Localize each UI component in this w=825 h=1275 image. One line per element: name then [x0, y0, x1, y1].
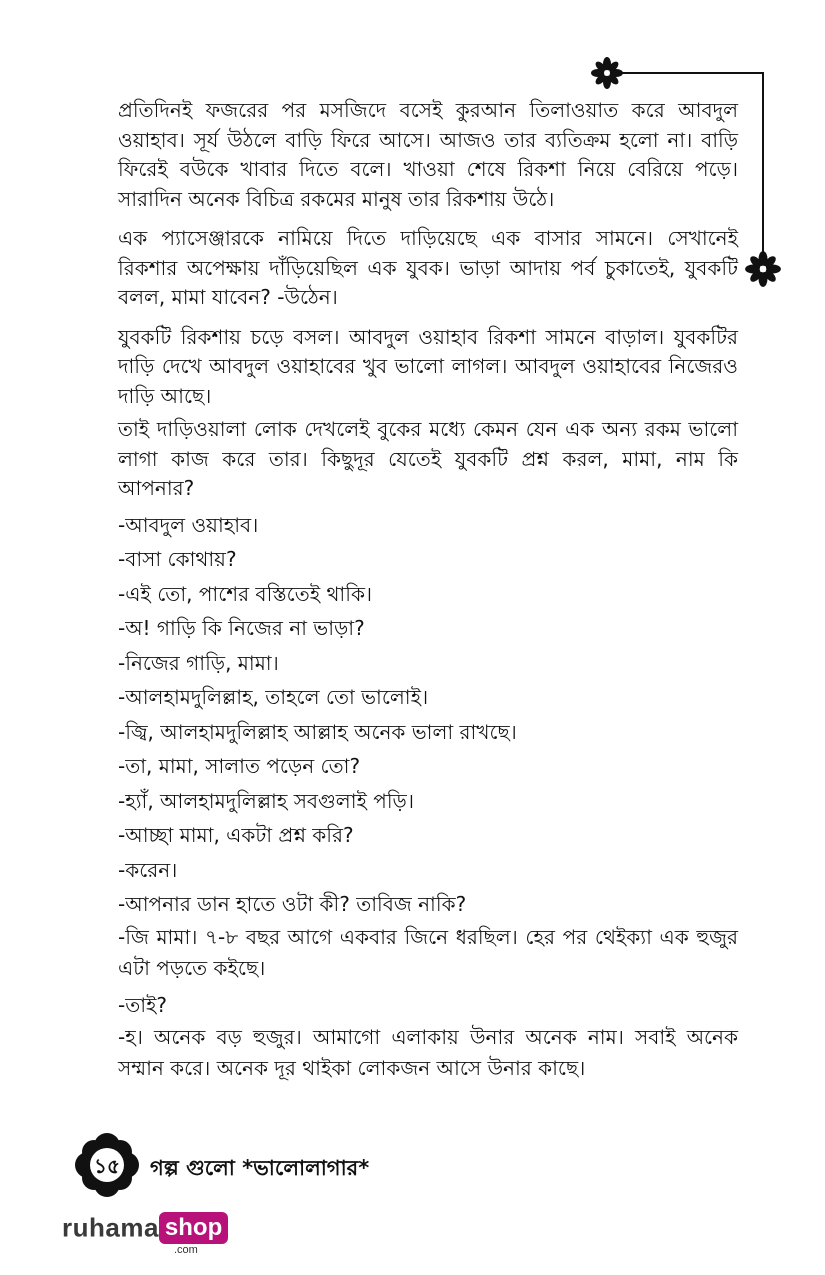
dialogue-line: -নিজের গাড়ি, মামা।	[118, 650, 279, 675]
paragraph: যুবকটি রিকশায় চড়ে বসল। আবদুল ওয়াহাব রিকশা সামনে বাড়াল। যুবকটির দাড়ি দেখে আবদুল ওয়াহাবের খুব ভালো লাগল। আবদুল ওয়াহাবের নিজেরও দাড়ি আছে।	[118, 324, 738, 408]
dialogue-line: -আবদুল ওয়াহাব।	[118, 512, 259, 537]
dialogue-line: -করেন।	[118, 857, 178, 882]
watermark-logo	[62, 1212, 228, 1256]
ornament-border-top	[622, 72, 764, 74]
brand-suffix: .com	[174, 1244, 198, 1256]
flower-ornament-icon	[744, 250, 782, 288]
paragraph: এক প্যাসেঞ্জারকে নামিয়ে দিতে দাড়িয়েছে এক বাসার সামনে। সেখানেই রিকশার অপেক্ষায় দাঁড়িয়েছিল এক যুবক। ভাড়া আদায় পর্ব চুকাতেই, যুবকটি বলল, মামা যাবেন? -উঠেন।	[118, 226, 738, 309]
dialogue-line: -আপনার ডান হাতে ওটা কী? তাবিজ নাকি?	[118, 892, 467, 916]
dialogue-line: -অ! গাড়ি কি নিজের না ভাড়া?	[118, 616, 365, 640]
paragraph: তাই দাড়িওয়ালা লোক দেখলেই বুকের মধ্যে কেমন যেন এক অন্য রকম ভালো লাগা কাজ করে তার। কিছুদূর যেতেই যুবকটি প্রশ্ন করল, মামা, নাম কি আপনার?	[118, 417, 738, 500]
paragraph: প্রতিদিনই ফজরের পর মসজিদে বসেই কুরআন তিলাওয়াত করে আবদুল ওয়াহাব। সূর্য উঠলে বাড়ি ফিরে আসে। আজও তার ব্যতিক্রম হলো না। বাড়ি ফিরেই বউকে খাবার দিতে বলে। খাওয়া শেষে রিকশা নিয়ে বেরিয়ে পড়ে। সারাদিন অনেক বিচিত্র রকমের মানুষ তার রিকশায় উঠে।	[118, 98, 738, 211]
dialogue-line: -তা, মামা, সালাত পড়েন তো?	[118, 754, 361, 778]
dialogue-line: -বাসা কোথায়?	[118, 547, 237, 571]
page-number: ১৫	[94, 1154, 120, 1178]
dialogue-line: -জ্বি, আলহামদুলিল্লাহ আল্লাহ অনেক ভালা রাখছে।	[118, 719, 517, 744]
dialogue-line: -হ্যাঁ, আলহামদুলিল্লাহ সবগুলাই পড়ি।	[118, 788, 414, 813]
dialogue-line: -এই তো, পাশের বস্তিতেই থাকি।	[118, 581, 373, 606]
paragraph: -জি মামা। ৭-৮ বছর আগে একবার জিনে ধরছিল। হের পর থেইক্যা এক হুজুর এটা পড়তে কইছে।	[118, 924, 738, 980]
dialogue-line: -আচ্ছা মামা, একটা প্রশ্ন করি?	[118, 823, 354, 847]
paragraph: -হ। অনেক বড় হুজুর। আমাগো এলাকায় উনার অনেক নাম। সবাই অনেক সম্মান করে। অনেক দূর থাইকা লোকজন আসে উনার কাছে।	[118, 1025, 738, 1080]
story-body	[118, 96, 738, 1094]
flower-ornament-icon	[590, 56, 624, 90]
dialogue-line: -আলহামদুলিল্লাহ, তাহলে তো ভালোই।	[118, 685, 429, 709]
brand-name: ruhama	[62, 1212, 159, 1243]
dialogue-line: -তাই?	[118, 992, 168, 1017]
ornament-border-right	[762, 72, 764, 258]
running-title: গল্প গুলো *ভালোলাগার*	[150, 1156, 370, 1180]
brand-badge: shop	[159, 1212, 228, 1244]
